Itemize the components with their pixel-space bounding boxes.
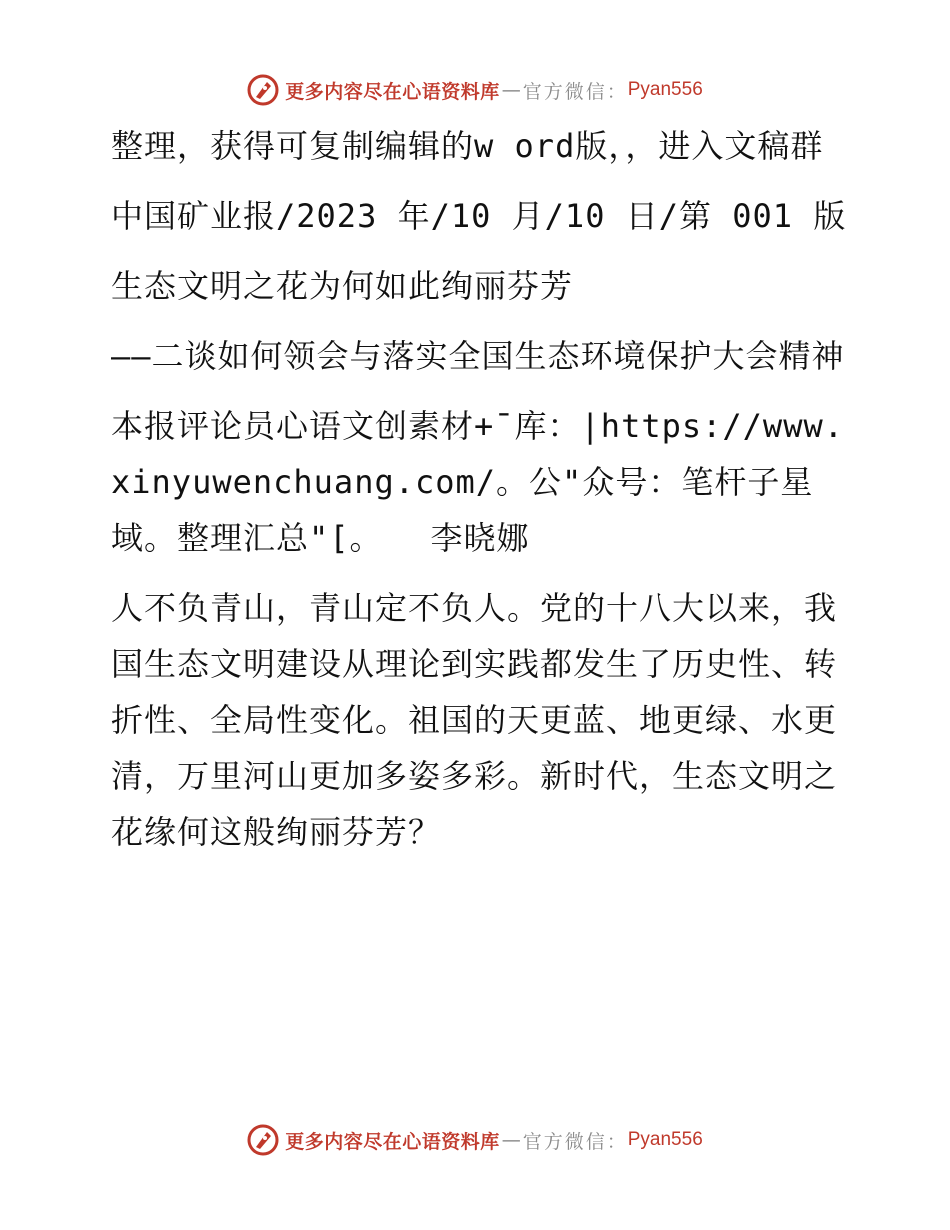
header-banner: [0, 70, 950, 110]
banner-wechat-id: Pyan556: [627, 79, 703, 100]
banner-separator: —: [501, 1129, 521, 1151]
paragraph-byline: [97, 398, 857, 566]
pen-nib-logo-icon: [247, 74, 279, 106]
banner-sub-text: 官方微信：: [522, 1130, 628, 1153]
banner-main-text: 更多内容尽在心语资料库: [285, 80, 500, 103]
paragraph-subtitle: ——二谈如何领会与落实全国生态环境保护大会精神: [111, 337, 845, 375]
banner-wechat-id: Pyan556: [627, 1129, 703, 1150]
byline-author: 李晓娜: [430, 519, 530, 557]
byline-text: 本报评论员心语文创素材+¯库：|https://www.xinyuwenchuang.com/。公"众号：笔杆子星域。整理汇总"[。: [111, 407, 844, 557]
pen-nib-logo-icon: [247, 1124, 279, 1156]
footer-banner: [0, 1120, 950, 1160]
banner-sub-text: 官方微信：: [522, 80, 628, 103]
paragraph-body: 人不负青山，青山定不负人。党的十八大以来，我国生态文明建设从理论到实践都发生了历史性、转折性、全局性变化。祖国的天更蓝、地更绿、水更清，万里河山更加多姿多彩。新时代，生态文明之花缘何这般绚丽芬芳？: [111, 589, 838, 851]
document-body: [97, 118, 857, 874]
paragraph-title: 生态文明之花为何如此绚丽芬芳: [111, 267, 574, 305]
banner-separator: —: [501, 79, 521, 101]
paragraph-source: 中国矿业报/2023 年/10 月/10 日/第 001 版: [111, 197, 847, 235]
paragraph-intro: 整理，获得可复制编辑的w ord版，，进入文稿群: [111, 127, 824, 165]
banner-main-text: 更多内容尽在心语资料库: [285, 1130, 500, 1153]
